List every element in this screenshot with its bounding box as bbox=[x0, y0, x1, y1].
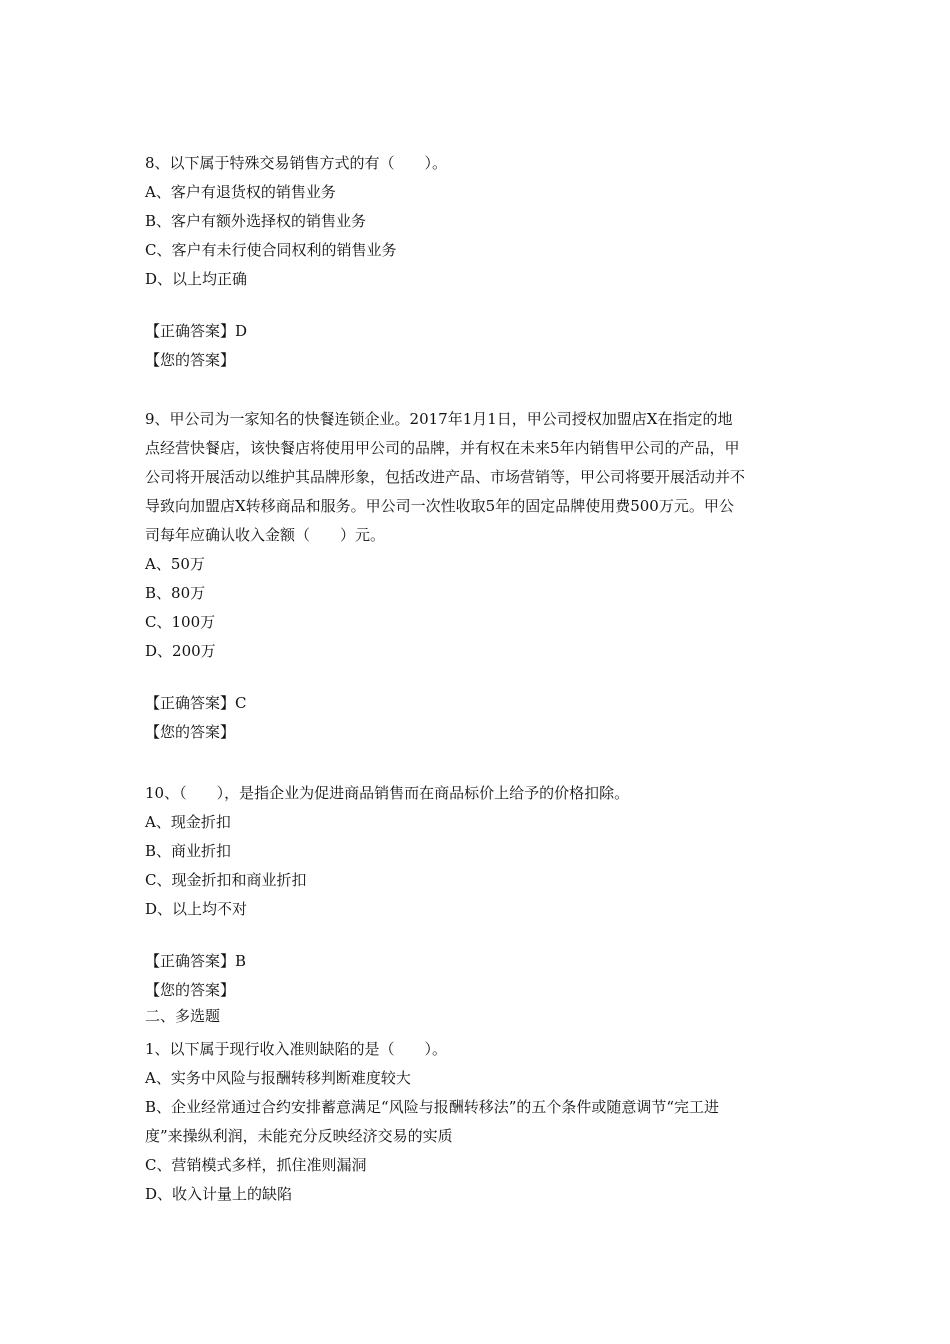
question-10-option-b: B、商业折扣 bbox=[145, 842, 232, 860]
question-10-stem: 10、（ ），是指企业为促进商品销售而在商品标价上给予的价格扣除。 bbox=[145, 784, 630, 802]
question-9-option-c: C、100万 bbox=[145, 613, 216, 631]
question-10-option-d: D、以上均不对 bbox=[145, 900, 248, 918]
multi-question-1-option-a: A、实务中风险与报酬转移判断难度较大 bbox=[145, 1069, 411, 1087]
question-10-your-answer: 【您的答案】 bbox=[145, 981, 236, 999]
question-9-stem-line-1: 9、甲公司为一家知名的快餐连锁企业。2017年1月1日，甲公司授权加盟店X在指定的地 bbox=[145, 410, 733, 428]
question-9-option-d: D、200万 bbox=[145, 642, 216, 660]
question-9-stem-line-2: 点经营快餐店，该快餐店将使用甲公司的品牌，并有权在未来5年内销售甲公司的产品，甲 bbox=[145, 439, 740, 457]
question-9-stem-line-4: 导致向加盟店X转移商品和服务。甲公司一次性收取5年的固定品牌使用费500万元。甲公 bbox=[145, 497, 734, 515]
multi-question-1-option-b-line-2: 度”来操纵利润，未能充分反映经济交易的实质 bbox=[145, 1127, 453, 1145]
question-10-correct-answer: 【正确答案】B bbox=[145, 952, 247, 970]
question-9-stem-line-5: 司每年应确认收入金额（ ）元。 bbox=[145, 526, 386, 544]
question-8-option-d: D、以上均正确 bbox=[145, 270, 248, 288]
question-9-correct-answer: 【正确答案】C bbox=[145, 694, 247, 712]
question-8-correct-answer: 【正确答案】D bbox=[145, 322, 248, 340]
question-8-your-answer: 【您的答案】 bbox=[145, 351, 236, 369]
section-heading: 二、多选题 bbox=[145, 1007, 221, 1025]
multi-question-1-option-b-line-1: B、企业经常通过合约安排蓄意满足“风险与报酬转移法”的五个条件或随意调节“完工进 bbox=[145, 1098, 720, 1116]
question-9-stem-line-3: 公司将开展活动以维护其品牌形象，包括改进产品、市场营销等，甲公司将要开展活动并不 bbox=[145, 468, 746, 486]
multi-question-1-option-d: D、收入计量上的缺陷 bbox=[145, 1185, 293, 1203]
question-10-option-c: C、现金折扣和商业折扣 bbox=[145, 871, 307, 889]
question-9-your-answer: 【您的答案】 bbox=[145, 723, 236, 741]
question-8-option-b: B、客户有额外选择权的销售业务 bbox=[145, 212, 367, 230]
question-8-option-c: C、客户有未行使合同权利的销售业务 bbox=[145, 241, 397, 259]
multi-question-1-option-c: C、营销模式多样，抓住准则漏洞 bbox=[145, 1156, 367, 1174]
question-10-option-a: A、现金折扣 bbox=[145, 813, 231, 831]
multi-question-1-stem: 1、以下属于现行收入准则缺陷的是（ ）。 bbox=[145, 1040, 448, 1058]
question-9-option-b: B、80万 bbox=[145, 584, 206, 602]
question-8-option-a: A、客户有退货权的销售业务 bbox=[145, 183, 336, 201]
question-9-option-a: A、50万 bbox=[145, 555, 205, 573]
question-8-stem: 8、以下属于特殊交易销售方式的有（ ）。 bbox=[145, 154, 448, 172]
